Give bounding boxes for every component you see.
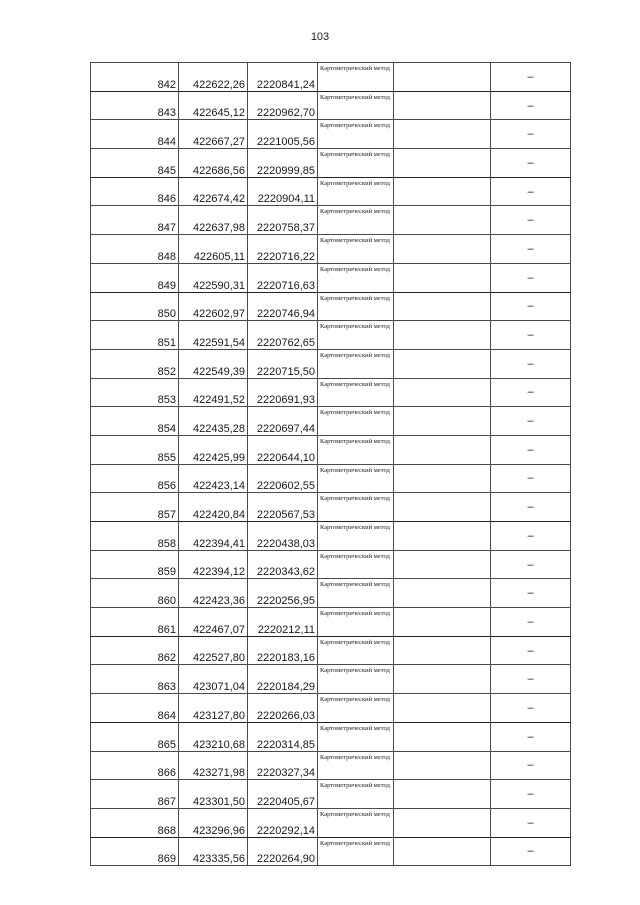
empty-cell [394, 206, 491, 235]
method-cell: Картометрический метод [318, 120, 394, 149]
x-coordinate-cell: 422491,52 [179, 378, 248, 407]
empty-cell [394, 837, 491, 866]
method-cell: Картометрический метод [318, 636, 394, 665]
method-cell: Картометрический метод [318, 349, 394, 378]
y-coordinate-cell: 2220758,37 [248, 206, 318, 235]
y-coordinate-cell: 2220405,67 [248, 780, 318, 809]
y-coordinate-cell: 2220184,29 [248, 665, 318, 694]
coordinates-table-body [91, 63, 571, 866]
note-cell: – [491, 579, 571, 608]
x-coordinate-cell: 422435,28 [179, 407, 248, 436]
empty-cell [394, 91, 491, 120]
table-row [91, 464, 571, 493]
x-coordinate-cell: 422467,07 [179, 608, 248, 637]
y-coordinate-cell: 2220762,65 [248, 321, 318, 350]
point-number-cell: 863 [91, 665, 179, 694]
empty-cell [394, 263, 491, 292]
note-cell: – [491, 522, 571, 551]
point-number-cell: 866 [91, 751, 179, 780]
method-cell: Картометрический метод [318, 321, 394, 350]
point-number-cell: 847 [91, 206, 179, 235]
empty-cell [394, 665, 491, 694]
table-row [91, 206, 571, 235]
point-number-cell: 848 [91, 235, 179, 264]
table-row [91, 751, 571, 780]
x-coordinate-cell: 422549,39 [179, 349, 248, 378]
note-cell: – [491, 177, 571, 206]
table-row [91, 63, 571, 92]
table-row [91, 321, 571, 350]
x-coordinate-cell: 422602,97 [179, 292, 248, 321]
note-cell: – [491, 636, 571, 665]
method-cell: Картометрический метод [318, 407, 394, 436]
y-coordinate-cell: 2220715,50 [248, 349, 318, 378]
empty-cell [394, 722, 491, 751]
note-cell: – [491, 808, 571, 837]
x-coordinate-cell: 422622,26 [179, 63, 248, 92]
y-coordinate-cell: 2220841,24 [248, 63, 318, 92]
table-row [91, 263, 571, 292]
method-cell: Картометрический метод [318, 808, 394, 837]
table-row [91, 550, 571, 579]
x-coordinate-cell: 422423,36 [179, 579, 248, 608]
x-coordinate-cell: 422420,84 [179, 493, 248, 522]
x-coordinate-cell: 422667,27 [179, 120, 248, 149]
note-cell: – [491, 464, 571, 493]
y-coordinate-cell: 2220256,95 [248, 579, 318, 608]
method-cell: Картометрический метод [318, 206, 394, 235]
note-cell: – [491, 349, 571, 378]
y-coordinate-cell: 2220691,93 [248, 378, 318, 407]
table-row [91, 493, 571, 522]
table-row [91, 780, 571, 809]
table-row [91, 808, 571, 837]
y-coordinate-cell: 2221005,56 [248, 120, 318, 149]
y-coordinate-cell: 2220904,11 [248, 177, 318, 206]
empty-cell [394, 235, 491, 264]
y-coordinate-cell: 2220602,55 [248, 464, 318, 493]
y-coordinate-cell: 2220962,70 [248, 91, 318, 120]
page-number: 103 [310, 31, 330, 43]
method-cell: Картометрический метод [318, 91, 394, 120]
note-cell: – [491, 378, 571, 407]
y-coordinate-cell: 2220999,85 [248, 149, 318, 178]
point-number-cell: 856 [91, 464, 179, 493]
method-cell: Картометрический метод [318, 837, 394, 866]
empty-cell [394, 149, 491, 178]
empty-cell [394, 435, 491, 464]
note-cell: – [491, 321, 571, 350]
note-cell: – [491, 435, 571, 464]
x-coordinate-cell: 422674,42 [179, 177, 248, 206]
x-coordinate-cell: 423271,98 [179, 751, 248, 780]
y-coordinate-cell: 2220183,16 [248, 636, 318, 665]
point-number-cell: 865 [91, 722, 179, 751]
empty-cell [394, 808, 491, 837]
table-row [91, 349, 571, 378]
point-number-cell: 849 [91, 263, 179, 292]
point-number-cell: 859 [91, 550, 179, 579]
point-number-cell: 850 [91, 292, 179, 321]
method-cell: Картометрический метод [318, 608, 394, 637]
empty-cell [394, 608, 491, 637]
x-coordinate-cell: 422423,14 [179, 464, 248, 493]
x-coordinate-cell: 423301,50 [179, 780, 248, 809]
empty-cell [394, 493, 491, 522]
note-cell: – [491, 407, 571, 436]
method-cell: Картометрический метод [318, 579, 394, 608]
method-cell: Картометрический метод [318, 292, 394, 321]
method-cell: Картометрический метод [318, 493, 394, 522]
y-coordinate-cell: 2220438,03 [248, 522, 318, 551]
y-coordinate-cell: 2220716,22 [248, 235, 318, 264]
x-coordinate-cell: 423210,68 [179, 722, 248, 751]
x-coordinate-cell: 422686,56 [179, 149, 248, 178]
empty-cell [394, 464, 491, 493]
empty-cell [394, 63, 491, 92]
empty-cell [394, 321, 491, 350]
x-coordinate-cell: 423071,04 [179, 665, 248, 694]
empty-cell [394, 636, 491, 665]
table-row [91, 149, 571, 178]
y-coordinate-cell: 2220697,44 [248, 407, 318, 436]
note-cell: – [491, 665, 571, 694]
point-number-cell: 853 [91, 378, 179, 407]
table-row [91, 292, 571, 321]
point-number-cell: 862 [91, 636, 179, 665]
x-coordinate-cell: 422394,12 [179, 550, 248, 579]
empty-cell [394, 177, 491, 206]
empty-cell [394, 780, 491, 809]
y-coordinate-cell: 2220746,94 [248, 292, 318, 321]
x-coordinate-cell: 423296,96 [179, 808, 248, 837]
point-number-cell: 851 [91, 321, 179, 350]
point-number-cell: 855 [91, 435, 179, 464]
x-coordinate-cell: 422425,99 [179, 435, 248, 464]
method-cell: Картометрический метод [318, 177, 394, 206]
table-row [91, 177, 571, 206]
method-cell: Картометрический метод [318, 780, 394, 809]
note-cell: – [491, 751, 571, 780]
table-row [91, 378, 571, 407]
empty-cell [394, 694, 491, 723]
point-number-cell: 852 [91, 349, 179, 378]
note-cell: – [491, 91, 571, 120]
note-cell: – [491, 608, 571, 637]
empty-cell [394, 378, 491, 407]
point-number-cell: 854 [91, 407, 179, 436]
note-cell: – [491, 63, 571, 92]
method-cell: Картометрический метод [318, 550, 394, 579]
empty-cell [394, 407, 491, 436]
coordinates-table [90, 62, 571, 866]
method-cell: Картометрический метод [318, 665, 394, 694]
table-row [91, 694, 571, 723]
table-row [91, 235, 571, 264]
table-row [91, 636, 571, 665]
y-coordinate-cell: 2220266,03 [248, 694, 318, 723]
table-row [91, 407, 571, 436]
x-coordinate-cell: 422590,31 [179, 263, 248, 292]
note-cell: – [491, 780, 571, 809]
note-cell: – [491, 235, 571, 264]
note-cell: – [491, 263, 571, 292]
method-cell: Картометрический метод [318, 464, 394, 493]
empty-cell [394, 349, 491, 378]
y-coordinate-cell: 2220327,34 [248, 751, 318, 780]
method-cell: Картометрический метод [318, 694, 394, 723]
note-cell: – [491, 837, 571, 866]
table-row [91, 522, 571, 551]
y-coordinate-cell: 2220343,62 [248, 550, 318, 579]
x-coordinate-cell: 423127,80 [179, 694, 248, 723]
point-number-cell: 864 [91, 694, 179, 723]
point-number-cell: 845 [91, 149, 179, 178]
x-coordinate-cell: 423335,56 [179, 837, 248, 866]
note-cell: – [491, 550, 571, 579]
y-coordinate-cell: 2220264,90 [248, 837, 318, 866]
table-row [91, 665, 571, 694]
note-cell: – [491, 694, 571, 723]
note-cell: – [491, 722, 571, 751]
empty-cell [394, 579, 491, 608]
point-number-cell: 869 [91, 837, 179, 866]
note-cell: – [491, 206, 571, 235]
point-number-cell: 861 [91, 608, 179, 637]
table-row [91, 120, 571, 149]
method-cell: Картометрический метод [318, 378, 394, 407]
note-cell: – [491, 292, 571, 321]
table-row [91, 608, 571, 637]
point-number-cell: 842 [91, 63, 179, 92]
table-row [91, 435, 571, 464]
point-number-cell: 860 [91, 579, 179, 608]
x-coordinate-cell: 422637,98 [179, 206, 248, 235]
y-coordinate-cell: 2220644,10 [248, 435, 318, 464]
table-row [91, 722, 571, 751]
y-coordinate-cell: 2220314,85 [248, 722, 318, 751]
method-cell: Картометрический метод [318, 522, 394, 551]
table-row [91, 91, 571, 120]
x-coordinate-cell: 422605,11 [179, 235, 248, 264]
empty-cell [394, 550, 491, 579]
table-row [91, 579, 571, 608]
point-number-cell: 846 [91, 177, 179, 206]
method-cell: Картометрический метод [318, 149, 394, 178]
y-coordinate-cell: 2220567,53 [248, 493, 318, 522]
x-coordinate-cell: 422645,12 [179, 91, 248, 120]
method-cell: Картометрический метод [318, 722, 394, 751]
x-coordinate-cell: 422394,41 [179, 522, 248, 551]
point-number-cell: 843 [91, 91, 179, 120]
empty-cell [394, 292, 491, 321]
point-number-cell: 858 [91, 522, 179, 551]
point-number-cell: 868 [91, 808, 179, 837]
empty-cell [394, 751, 491, 780]
point-number-cell: 844 [91, 120, 179, 149]
point-number-cell: 867 [91, 780, 179, 809]
note-cell: – [491, 493, 571, 522]
point-number-cell: 857 [91, 493, 179, 522]
method-cell: Картометрический метод [318, 235, 394, 264]
method-cell: Картометрический метод [318, 263, 394, 292]
table-row [91, 837, 571, 866]
x-coordinate-cell: 422527,80 [179, 636, 248, 665]
method-cell: Картометрический метод [318, 435, 394, 464]
method-cell: Картометрический метод [318, 751, 394, 780]
empty-cell [394, 522, 491, 551]
empty-cell [394, 120, 491, 149]
note-cell: – [491, 120, 571, 149]
y-coordinate-cell: 2220212,11 [248, 608, 318, 637]
y-coordinate-cell: 2220292,14 [248, 808, 318, 837]
x-coordinate-cell: 422591,54 [179, 321, 248, 350]
note-cell: – [491, 149, 571, 178]
y-coordinate-cell: 2220716,63 [248, 263, 318, 292]
method-cell: Картометрический метод [318, 63, 394, 92]
